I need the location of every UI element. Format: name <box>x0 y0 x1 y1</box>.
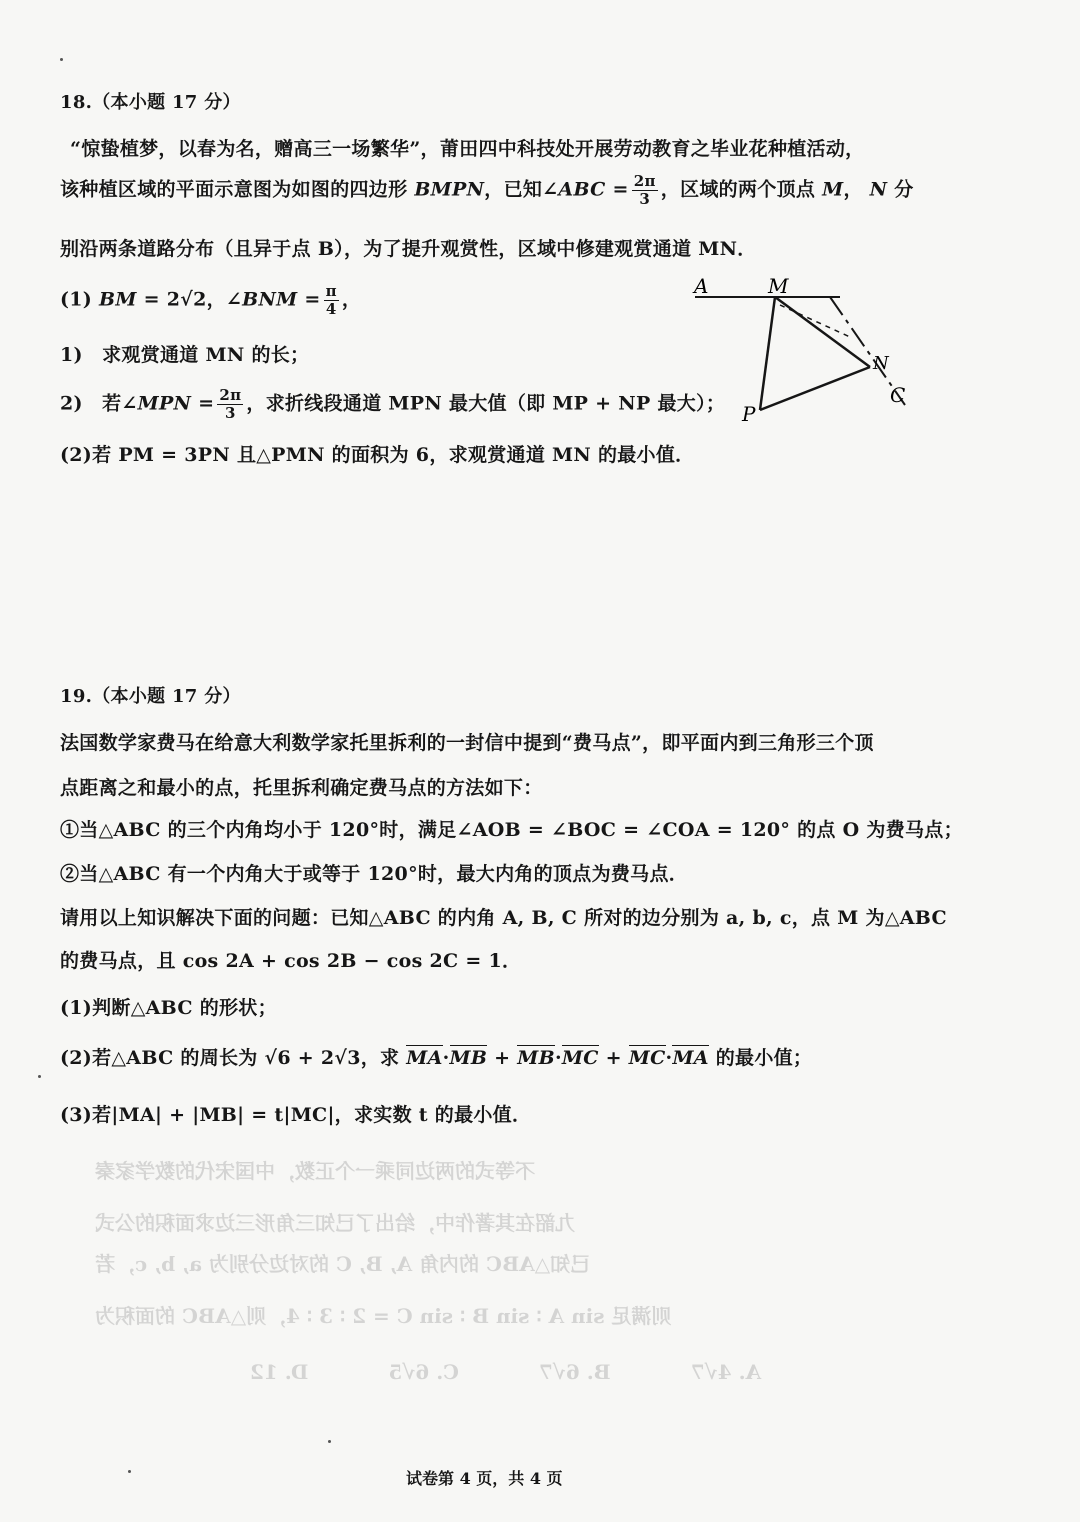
fraction-numerator: π <box>325 282 337 300</box>
label-a: A <box>694 275 709 298</box>
dot-op: · <box>442 1047 450 1069</box>
vector-mb: MB <box>517 1047 555 1069</box>
perimeter-value: √6 + 2√3 <box>264 1047 361 1069</box>
q19-text: (2)若△ABC 的周长为 <box>60 1047 265 1069</box>
q18-var: BNM <box>242 288 298 311</box>
q18-var: M <box>822 178 844 201</box>
q18-text: = <box>191 392 215 415</box>
q18-text: ， <box>341 288 362 311</box>
q19-intro-line3: 请用以上知识解决下面的问题：已知△ABC 的内角 A, B, C 所对的边分别为 a, b, c，点 M 为△ABC <box>60 907 947 929</box>
angle-fraction <box>217 387 243 422</box>
vector-mc: MC <box>561 1047 599 1069</box>
bleed-through-text: A. 4√7 B. 6√7 C. 6√5 D. 12 <box>250 1360 762 1384</box>
q18-text: = 2√2，∠ <box>136 288 243 311</box>
q19-part1: (1)判断△ABC 的形状； <box>60 997 277 1019</box>
quadrilateral-figure <box>680 275 920 425</box>
q19-part3: (3)若|MA| + |MB| = t|MC|，求实数 t 的最小值． <box>60 1104 532 1126</box>
q18-part2: (2)若 PM = 3PN 且△PMN 的面积为 6，求观赏通道 MN 的最小值． <box>60 444 695 466</box>
q18-intro-line2 <box>60 173 914 208</box>
plus-op: + <box>598 1047 629 1069</box>
segment-pn <box>760 367 870 410</box>
q18-text: 2) 若∠ <box>60 392 138 415</box>
dot-op: · <box>665 1047 673 1069</box>
q19-text: 的最小值； <box>708 1047 813 1069</box>
q19-intro-line1: 法国数学家费马在给意大利数学家托里拆利的一封信中提到“费马点”，即平面内到三角形三个顶 <box>60 732 874 754</box>
scan-speck <box>328 1440 331 1443</box>
page-footer: 试卷第 4 页，共 4 页 <box>406 1469 563 1488</box>
q18-text: (1) <box>60 288 100 311</box>
q18-text: ， <box>843 178 870 201</box>
label-m: M <box>768 275 789 298</box>
q18-sub1: 1) 求观赏通道 MN 的长； <box>60 344 310 366</box>
q18-var: ABC <box>558 178 606 201</box>
q18-heading: 18.（本小题 17 分） <box>60 92 241 113</box>
label-p: P <box>742 402 756 425</box>
q18-text: ，已知∠ <box>484 178 559 201</box>
scan-speck <box>60 58 63 61</box>
q19-text: ，求 <box>360 1047 407 1069</box>
q18-text: 该种植区域的平面示意图为如图的四边形 <box>60 178 415 201</box>
scan-speck <box>38 1075 41 1078</box>
vector-mc: MC <box>628 1047 666 1069</box>
q18-var: BM <box>99 288 137 311</box>
vector-ma: MA <box>406 1047 443 1069</box>
q19-heading: 19.（本小题 17 分） <box>60 686 241 707</box>
q18-intro-line1: “惊蛰植梦，以春为名，赠高三一场繁华”，莆田四中科技处开展劳动教育之毕业花种植活动， <box>70 138 865 160</box>
q18-text: ，区域的两个顶点 <box>660 178 823 201</box>
q18-text: = <box>605 178 629 201</box>
vector-mb: MB <box>449 1047 488 1069</box>
fraction-numerator: 2π <box>633 172 656 190</box>
q18-text: ，求折线段通道 MPN 最大值（即 MP + NP 最大）； <box>246 392 726 415</box>
bleed-through-text: 已知△ABC 的内角 A, B, C 的对边分别为 a, b, c，若 <box>95 1252 591 1276</box>
bleed-through-text: 九韶在其著作中，给出了已知三角形三边求面积的公式 <box>95 1211 575 1235</box>
fraction-denominator: 3 <box>639 190 651 208</box>
q18-text: = <box>297 288 321 311</box>
q19-case2: ②当△ABC 有一个内角大于或等于 120°时，最大内角的顶点为费马点． <box>60 863 689 885</box>
q19-intro-line2: 点距离之和最小的点，托里拆利确定费马点的方法如下： <box>60 777 543 799</box>
label-n: N <box>873 353 889 374</box>
q18-var: MPN <box>137 392 192 415</box>
segment-mn <box>775 297 870 367</box>
plus-op: + <box>487 1047 518 1069</box>
q19-part2 <box>60 1043 812 1070</box>
segment-mp <box>760 297 775 410</box>
q19-case1: ①当△ABC 的三个内角均小于 120°时，满足∠AOB = ∠BOC = ∠COA = 120° 的点 O 为费马点； <box>60 819 963 841</box>
q19-intro-line4: 的费马点，且 cos 2A + cos 2B − cos 2C = 1． <box>60 950 522 972</box>
q18-part1 <box>60 283 361 318</box>
q18-text: 分 <box>887 178 914 201</box>
q18-var: BMPN <box>414 178 485 201</box>
q18-var: N <box>869 178 888 201</box>
angle-fraction <box>324 283 339 318</box>
vector-ma: MA <box>672 1047 709 1069</box>
bleed-through-text: 不等式的两边同乘一个正数，中国宋代的数学家秦 <box>95 1159 535 1183</box>
bleed-through-text: 则满足 sin A ∶ sin B ∶ sin C = 2 ∶ 3 ∶ 4，则△ABC 的面积为 <box>95 1304 672 1328</box>
label-c: C <box>890 383 906 407</box>
fraction-numerator: 2π <box>219 386 242 404</box>
fraction-denominator: 4 <box>325 300 337 318</box>
q18-intro-line3: 别沿两条道路分布（且异于点 B），为了提升观赏性，区域中修建观赏通道 MN． <box>60 238 757 260</box>
q18-sub2 <box>60 387 725 422</box>
dot-op: · <box>555 1047 562 1069</box>
angle-fraction <box>632 173 658 208</box>
scan-speck <box>128 1470 131 1473</box>
fraction-denominator: 3 <box>225 404 236 422</box>
